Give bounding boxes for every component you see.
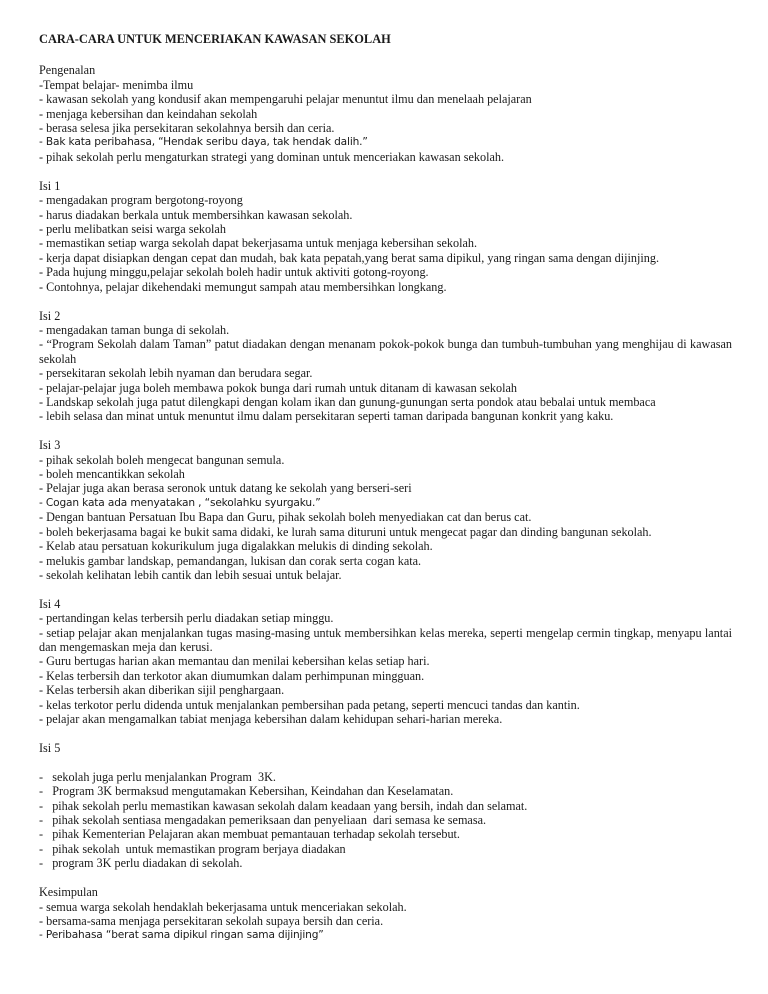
list-item: - semua warga sekolah hendaklah bekerjasama untuk menceriakan sekolah. — [39, 899, 407, 914]
section-isi-4 — [39, 597, 732, 727]
list-item: - Dengan bantuan Persatuan Ibu Bapa dan Guru, pihak sekolah boleh menyediakan cat dan berus cat. — [39, 510, 532, 525]
list-item: - pihak sekolah perlu memastikan kawasan sekolah dalam keadaan yang bersih, indah dan selamat. — [39, 798, 528, 813]
list-item: - mengadakan taman bunga di sekolah. — [39, 322, 230, 337]
list-item: - Kelas terbersih dan terkotor akan diumumkan dalam perhimpunan mingguan. — [39, 668, 425, 683]
section-heading: Isi 1 — [39, 178, 61, 193]
list-item: - sekolah kelihatan lebih cantik dan lebih sesuai untuk belajar. — [39, 567, 342, 582]
list-item: - pihak sekolah boleh mengecat bangunan semula. — [39, 452, 285, 467]
list-item: - persekitaran sekolah lebih nyaman dan berudara segar. — [39, 366, 313, 381]
list-item: - pelajar-pelajar juga boleh membawa pokok bunga dari rumah untuk ditanam di kawasan sekolah — [39, 380, 517, 395]
list-item: - Contohnya, pelajar dikehendaki memungut sampah atau membersihkan longkang. — [39, 279, 447, 294]
section-isi-2 — [39, 309, 732, 424]
section-heading: Kesimpulan — [39, 885, 98, 900]
list-item: - Program 3K bermaksud mengutamakan Kebersihan, Keindahan dan Keselamatan. — [39, 784, 454, 799]
list-item: - Kelab atau persatuan kokurikulum juga digalakkan melukis di dinding sekolah. — [39, 539, 433, 554]
list-item: - sekolah juga perlu menjalankan Program 3K. — [39, 769, 276, 784]
list-item: - kelas terkotor perlu didenda untuk menjalankan pembersihan pada petang, seperti mencuci tandas dan kantin. — [39, 697, 580, 712]
list-item: - program 3K perlu diadakan di sekolah. — [39, 856, 243, 871]
list-item: - kerja dapat disiapkan dengan cepat dan mudah, bak kata pepatah,yang berat sama dipikul, yang ringan sama dengan dijinjing. — [39, 250, 659, 265]
section-heading: Pengenalan — [39, 63, 96, 78]
section-heading: Isi 2 — [39, 308, 61, 323]
list-item: -Tempat belajar- menimba ilmu — [39, 77, 194, 92]
list-item: - boleh mencantikkan sekolah — [39, 467, 185, 482]
section-kesimpulan — [39, 885, 732, 943]
list-item: - setiap pelajar akan menjalankan tugas masing-masing untuk membersihkan kelas mereka, seperti mengelap cermin tingkap, menyapu lantai dan mengemaskan meja dan kerusi. — [39, 625, 732, 655]
list-item: - kawasan sekolah yang kondusif akan mempengaruhi pelajar menuntut ilmu dan menelaah pelajaran — [39, 92, 532, 107]
list-item: - Cogan kata ada menyatakan , “sekolahku syurgaku.” — [39, 496, 321, 509]
list-item: - Pelajar juga akan berasa seronok untuk datang ke sekolah yang berseri-seri — [39, 481, 412, 496]
section-pengenalan — [39, 63, 732, 164]
list-item: - Peribahasa “berat sama dipikul ringan sama dijinjing” — [39, 929, 324, 942]
section-heading: Isi 4 — [39, 596, 61, 611]
list-item: - pelajar akan mengamalkan tabiat menjaga kebersihan dalam kehidupan sehari-harian mereka. — [39, 712, 503, 727]
list-item: - memastikan setiap warga sekolah dapat bekerjasama untuk menjaga kebersihan sekolah. — [39, 236, 478, 251]
list-item: - mengadakan program bergotong-royong — [39, 193, 243, 208]
list-item: - pertandingan kelas terbersih perlu diadakan setiap minggu. — [39, 611, 334, 626]
list-item: - pihak sekolah sentiasa mengadakan pemeriksaan dan penyeliaan dari semasa ke semasa. — [39, 812, 487, 827]
program-3k-list — [39, 770, 732, 871]
list-item: - Guru bertugas harian akan memantau dan menilai kebersihan kelas setiap hari. — [39, 654, 430, 669]
list-item: - Bak kata peribahasa, “Hendak seribu daya, tak hendak dalih.” — [39, 136, 368, 149]
section-heading: Isi 3 — [39, 438, 61, 453]
section-isi-1 — [39, 179, 732, 294]
document-title: CARA-CARA UNTUK MENCERIAKAN KAWASAN SEKOLAH — [39, 32, 391, 46]
list-item: - Pada hujung minggu,pelajar sekolah boleh hadir untuk aktiviti gotong-royong. — [39, 265, 429, 280]
spacer — [39, 755, 732, 769]
list-item: - perlu melibatkan seisi warga sekolah — [39, 221, 226, 236]
list-item: - menjaga kebersihan dan keindahan sekolah — [39, 106, 258, 121]
list-item: - berasa selesa jika persekitaran sekolahnya bersih dan ceria. — [39, 121, 335, 136]
list-item: - harus diadakan berkala untuk membersihkan kawasan sekolah. — [39, 207, 353, 222]
section-isi-5 — [39, 741, 732, 871]
list-item: - “Program Sekolah dalam Taman” patut diadakan dengan menanam pokok-pokok bunga dan tumbuh-tumbuhan yang menghijau di kawasan sekolah — [39, 337, 732, 366]
list-item: - pihak Kementerian Pelajaran akan membuat pemantauan terhadap sekolah tersebut. — [39, 827, 460, 842]
section-heading: Isi 5 — [39, 740, 61, 755]
list-item: - bersama-sama menjaga persekitaran sekolah supaya bersih dan ceria. — [39, 913, 384, 928]
section-isi-3 — [39, 438, 732, 582]
list-item: - pihak sekolah perlu mengaturkan strategi yang dominan untuk menceriakan kawasan sekolah. — [39, 149, 505, 164]
list-item: - boleh bekerjasama bagai ke bukit sama didaki, ke lurah sama dituruni untuk mengecat pagar dan dinding bangunan sekolah. — [39, 524, 652, 539]
list-item: - Landskap sekolah juga patut dilengkapi dengan kolam ikan dan gunung-gunungan serta pondok atau bebalai untuk membaca — [39, 394, 656, 409]
list-item: - Kelas terbersih akan diberikan sijil penghargaan. — [39, 683, 285, 698]
list-item: - pihak sekolah untuk memastikan program berjaya diadakan — [39, 841, 346, 856]
list-item: - melukis gambar landskap, pemandangan, lukisan dan corak serta cogan kata. — [39, 553, 422, 568]
list-item: - lebih selasa dan minat untuk menuntut ilmu dalam persekitaran seperti taman daripada bangunan konkrit yang kaku. — [39, 409, 614, 424]
